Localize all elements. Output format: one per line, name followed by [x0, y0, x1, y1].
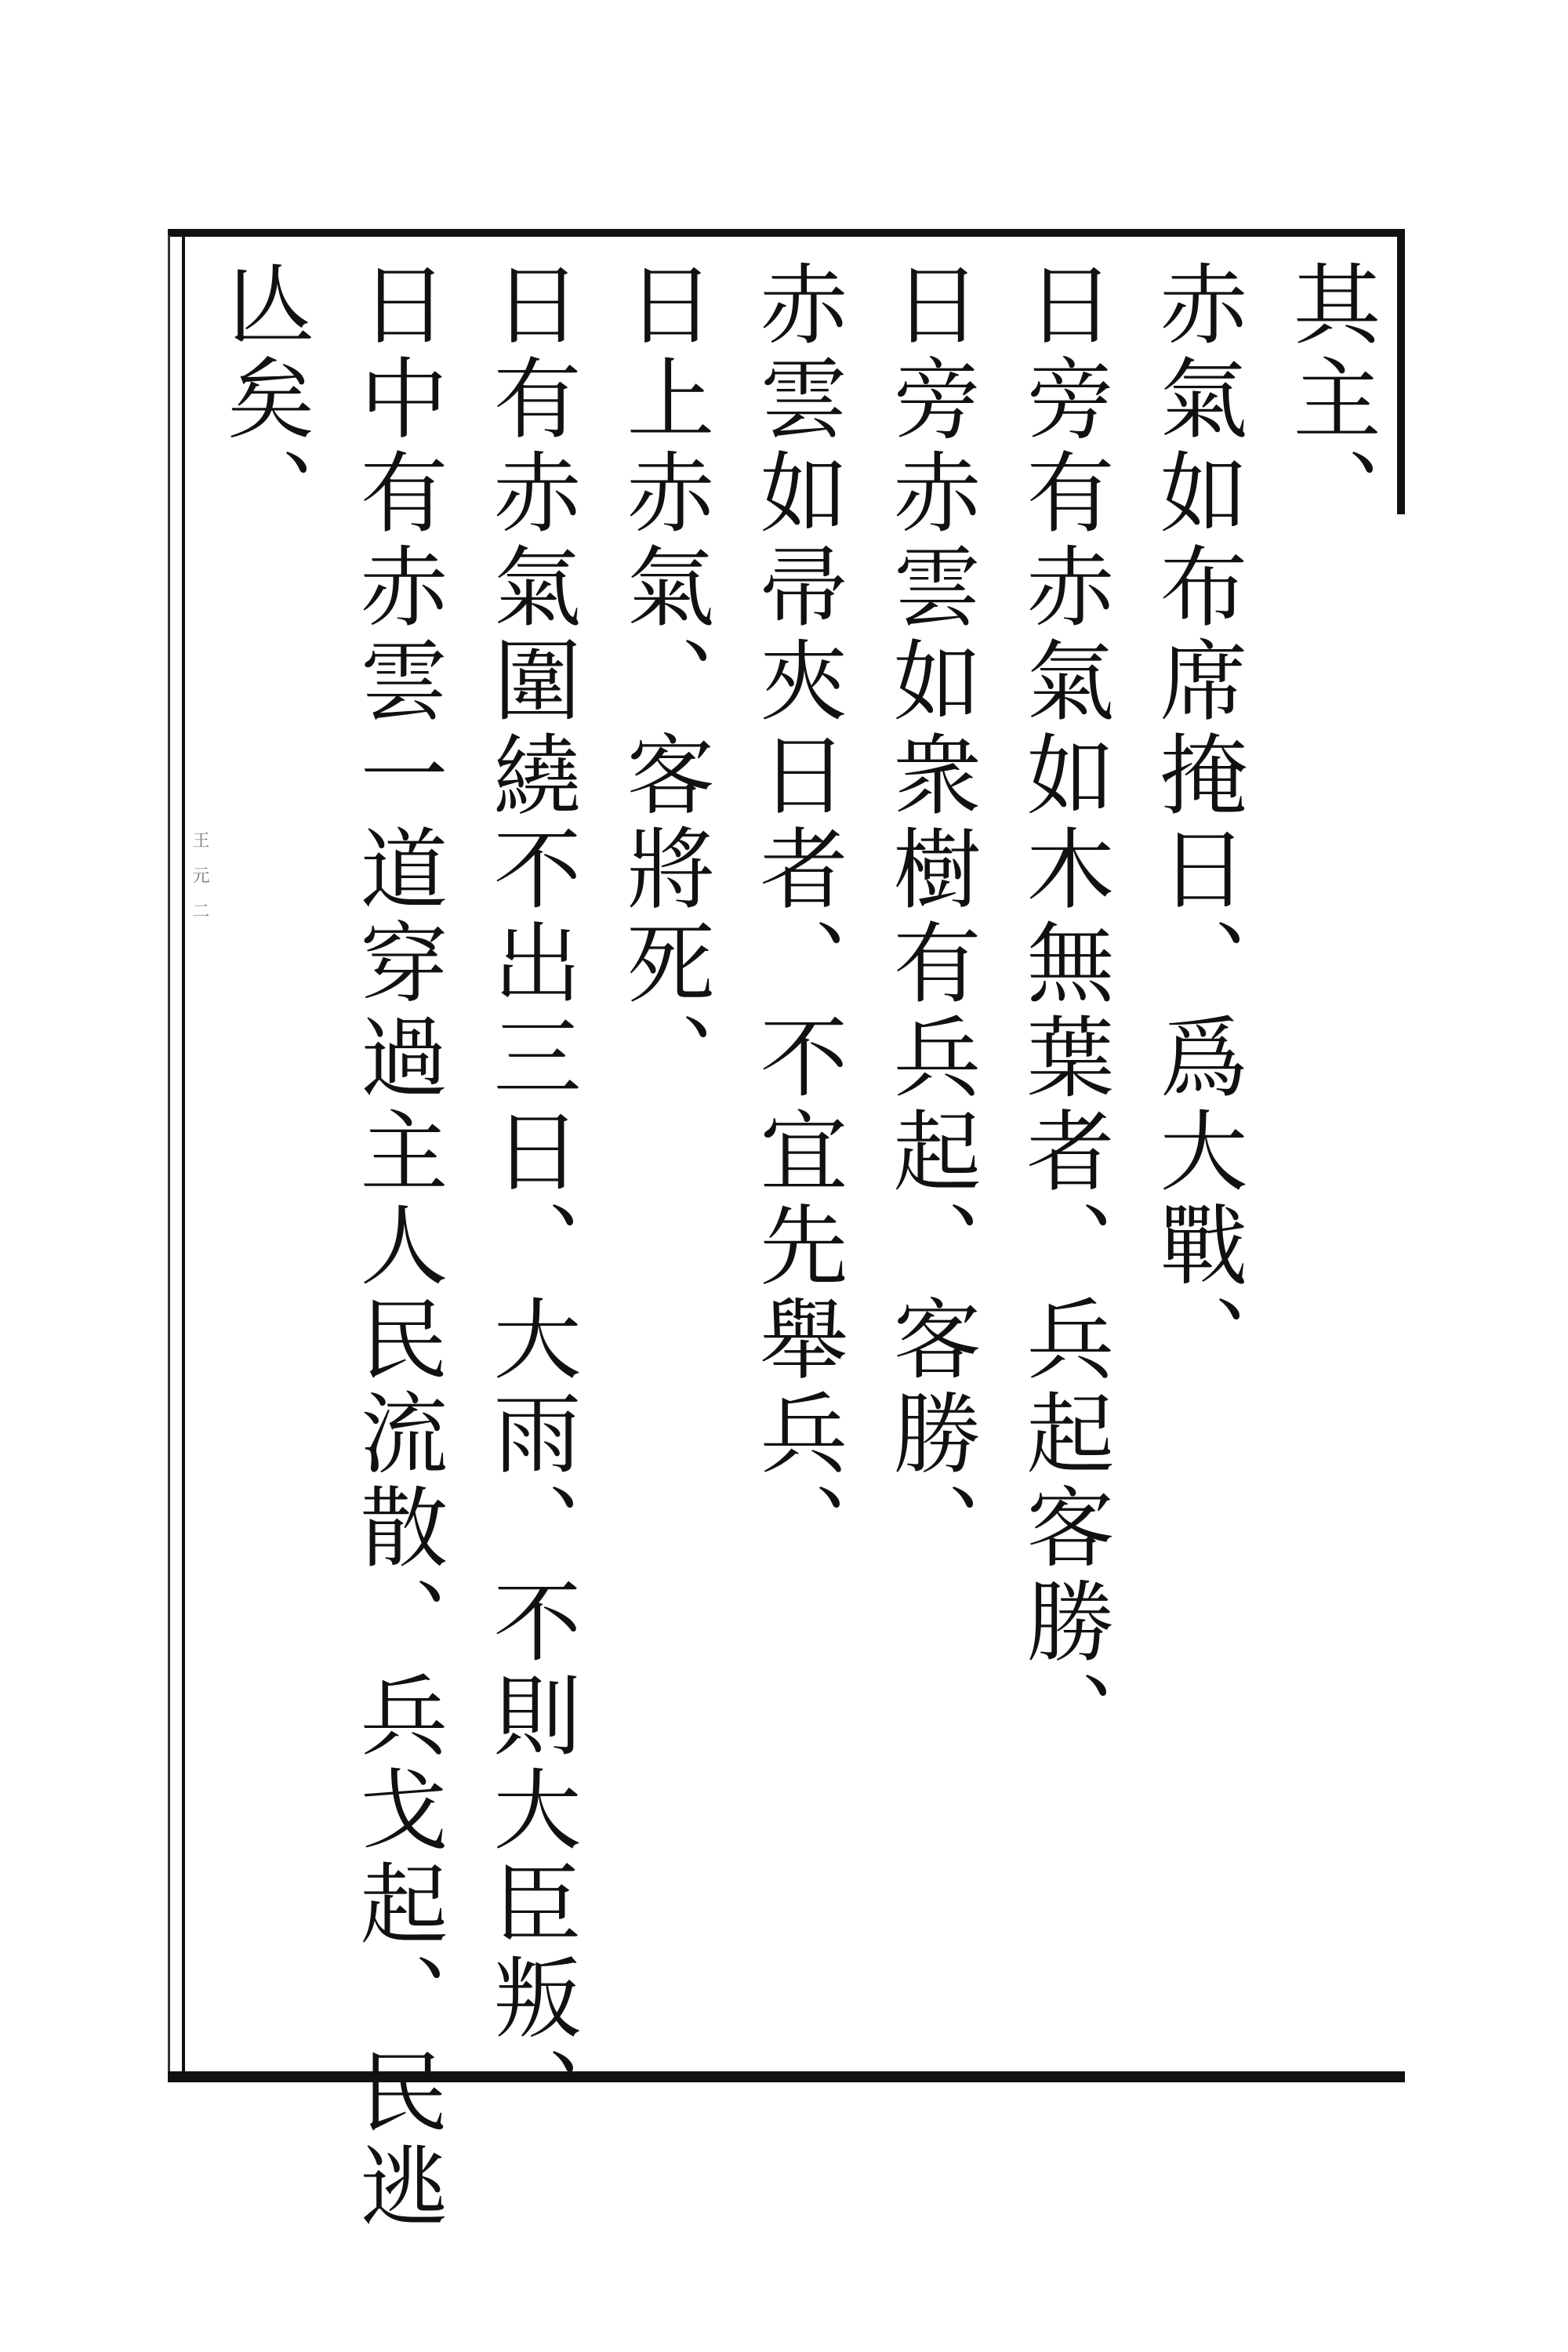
text-column-9: 亾矣、 [212, 259, 314, 541]
gutter-marks: 王 元 二 [190, 831, 209, 925]
gutter-line [168, 235, 170, 2074]
text-column-6: 日上赤氣、客將死、 [612, 259, 714, 1105]
text-column-5: 赤雲如帚夾日者、不宜先舉兵、 [746, 259, 848, 1576]
text-column-1: 其主、 [1279, 259, 1381, 541]
text-column-8: 日中有赤雲一道穿過主人民流散、兵戈起、民逃 [346, 259, 448, 2234]
frame-top-border [168, 229, 1405, 237]
frame-left-border [182, 235, 185, 2074]
text-column-4: 日旁赤雲如衆樹有兵起、客勝、 [879, 259, 981, 1576]
frame-right-border [1397, 229, 1405, 514]
text-column-7: 日有赤氣圍繞不出三日、大雨、不則大臣叛、 [479, 259, 581, 2140]
text-column-3: 日旁有赤氣如木無葉者、兵起客勝、 [1012, 259, 1114, 1764]
text-column-2: 赤氣如布席掩日、爲大戰、 [1145, 259, 1247, 1388]
